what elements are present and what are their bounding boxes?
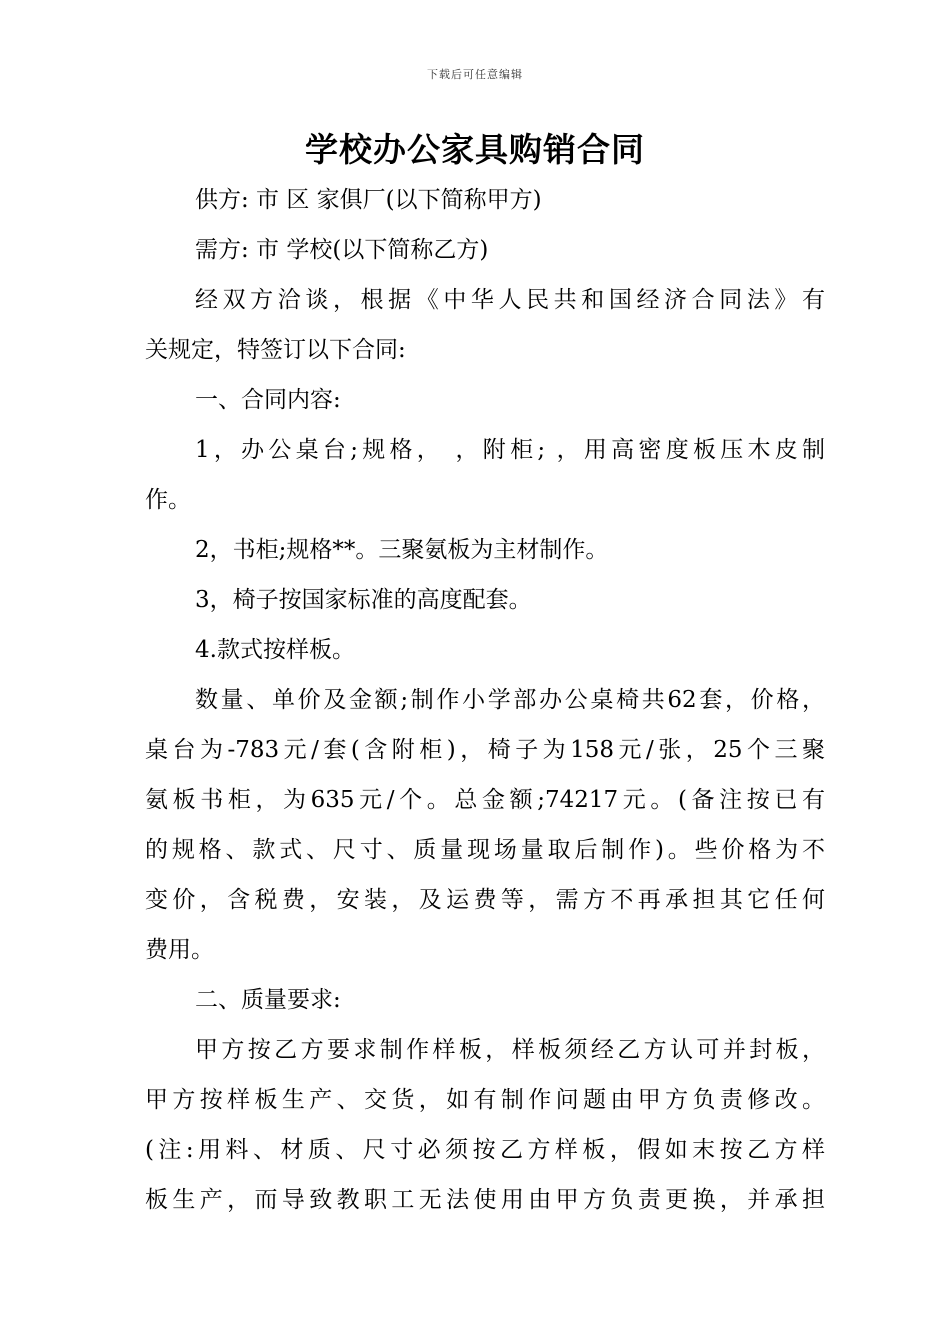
paragraph-line: 桌台为-783元/套(含附柜)，椅子为158元/张，25个三聚 [145,737,825,763]
paragraph-line: 氨板书柜，为635元/个。总金额;74217元。(备注按已有 [145,787,825,813]
paragraph-line: 3，椅子按国家标准的高度配套。 [195,587,532,613]
paragraph-line: 2，书柜;规格**。三聚氨板为主材制作。 [195,537,609,563]
paragraph-line: 变价，含税费，安装，及运费等，需方不再承担其它任何 [145,887,825,913]
paragraph-line: (注:用料、材质、尺寸必须按乙方样板，假如末按乙方样 [145,1137,825,1163]
section-heading: 一、合同内容: [195,387,341,413]
document-title: 学校办公家具购销合同 [305,130,645,169]
header-note: 下载后可任意编辑 [427,68,523,81]
paragraph-line: 1，办公桌台;规格， ，附柜; ，用高密度板压木皮制 [195,437,825,463]
paragraph-line: 4.款式按样板。 [195,637,355,663]
paragraph-line: 的规格、款式、尺寸、质量现场量取后制作)。些价格为不 [145,837,825,863]
paragraph-line: 甲方按乙方要求制作样板，样板须经乙方认可并封板， [195,1037,825,1063]
supplier-line: 供方: 市 区 家俱厂(以下简称甲方) [195,187,542,213]
paragraph-line: 甲方按样板生产、交货，如有制作问题由甲方负责修改。 [145,1087,825,1113]
paragraph-line: 关规定，特签订以下合同: [145,337,406,363]
buyer-line: 需方: 市 学校(以下简称乙方) [195,237,489,263]
paragraph-line: 作。 [145,487,191,513]
paragraph-line: 经双方洽谈，根据《中华人民共和国经济合同法》有 [195,287,825,313]
paragraph-line: 数量、单价及金额;制作小学部办公桌椅共62套，价格， [195,687,825,713]
paragraph-line: 板生产，而导致教职工无法使用由甲方负责更换，并承担 [145,1187,825,1213]
section-heading: 二、质量要求: [195,987,341,1013]
paragraph-line: 费用。 [145,937,214,963]
